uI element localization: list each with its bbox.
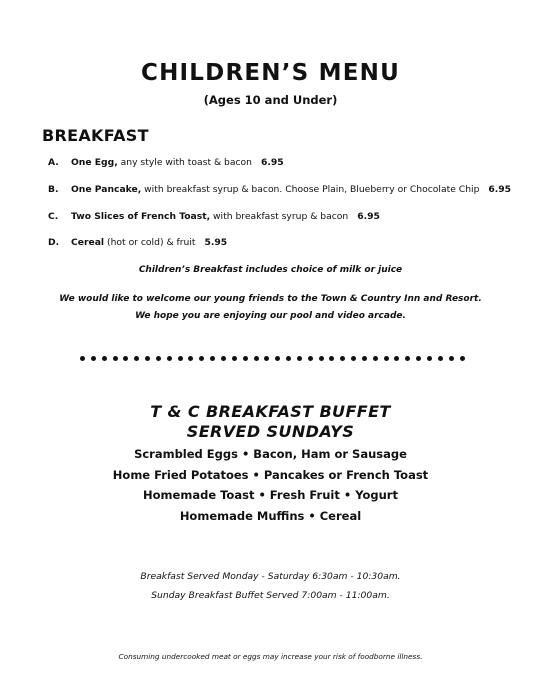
weekday-hours: Breakfast Served Monday - Saturday 6:30am - 10:30am. [140,571,401,582]
menu-title: CHILDREN’S MENU [141,60,400,86]
menu-item-d [48,237,227,248]
item-name: One Pancake, [71,184,142,195]
menu-item-a [48,157,284,168]
welcome-line-1: We would like to welcome our young friends to the Town & Country Inn and Resort. [59,294,482,304]
buffet-item-line: Homemade Muffins • Cereal [179,509,362,523]
sunday-hours: Sunday Breakfast Buffet Served 7:00am - 11:00am. [151,590,390,601]
item-price: 6.95 [357,211,380,222]
buffet-item-line: Home Fried Potatoes • Pancakes or French Toast [112,468,429,482]
item-letter: B. [48,184,59,195]
item-price: 6.95 [261,157,284,168]
breakfast-heading: BREAKFAST [42,126,149,145]
menu-item-b [48,184,511,195]
dotted-divider [80,354,465,362]
item-name: One Egg, [71,157,118,168]
item-price: 5.95 [204,237,228,248]
item-letter: D. [48,237,60,248]
item-description: with breakfast syrup & bacon. Choose Plain, Blueberry or Chocolate Chip [141,184,480,195]
food-safety-disclaimer: Consuming undercooked meat or eggs may increase your risk of foodborne illness. [118,652,423,661]
item-description: any style with toast & bacon [117,157,253,168]
drink-note: Children’s Breakfast includes choice of milk or juice [138,265,403,275]
item-description: (hot or cold) & fruit [104,237,196,248]
item-name: Two Slices of French Toast, [71,211,211,222]
buffet-item-line: Homemade Toast • Fresh Fruit • Yogurt [143,488,398,502]
item-description: with breakfast syrup & bacon [210,211,349,222]
item-name: Cereal [71,237,105,248]
buffet-title-line-1: T & C BREAKFAST BUFFET [150,402,391,421]
menu-subtitle: (Ages 10 and Under) [203,93,338,107]
menu-item-c [48,211,380,222]
buffet-title-line-2: SERVED SUNDAYS [186,422,355,441]
item-letter: C. [48,211,59,222]
welcome-line-2: We hope you are enjoying our pool and video arcade. [135,311,406,321]
buffet-item-line: Scrambled Eggs • Bacon, Ham or Sausage [134,447,407,461]
item-letter: A. [48,157,59,168]
item-price: 6.95 [488,184,512,195]
